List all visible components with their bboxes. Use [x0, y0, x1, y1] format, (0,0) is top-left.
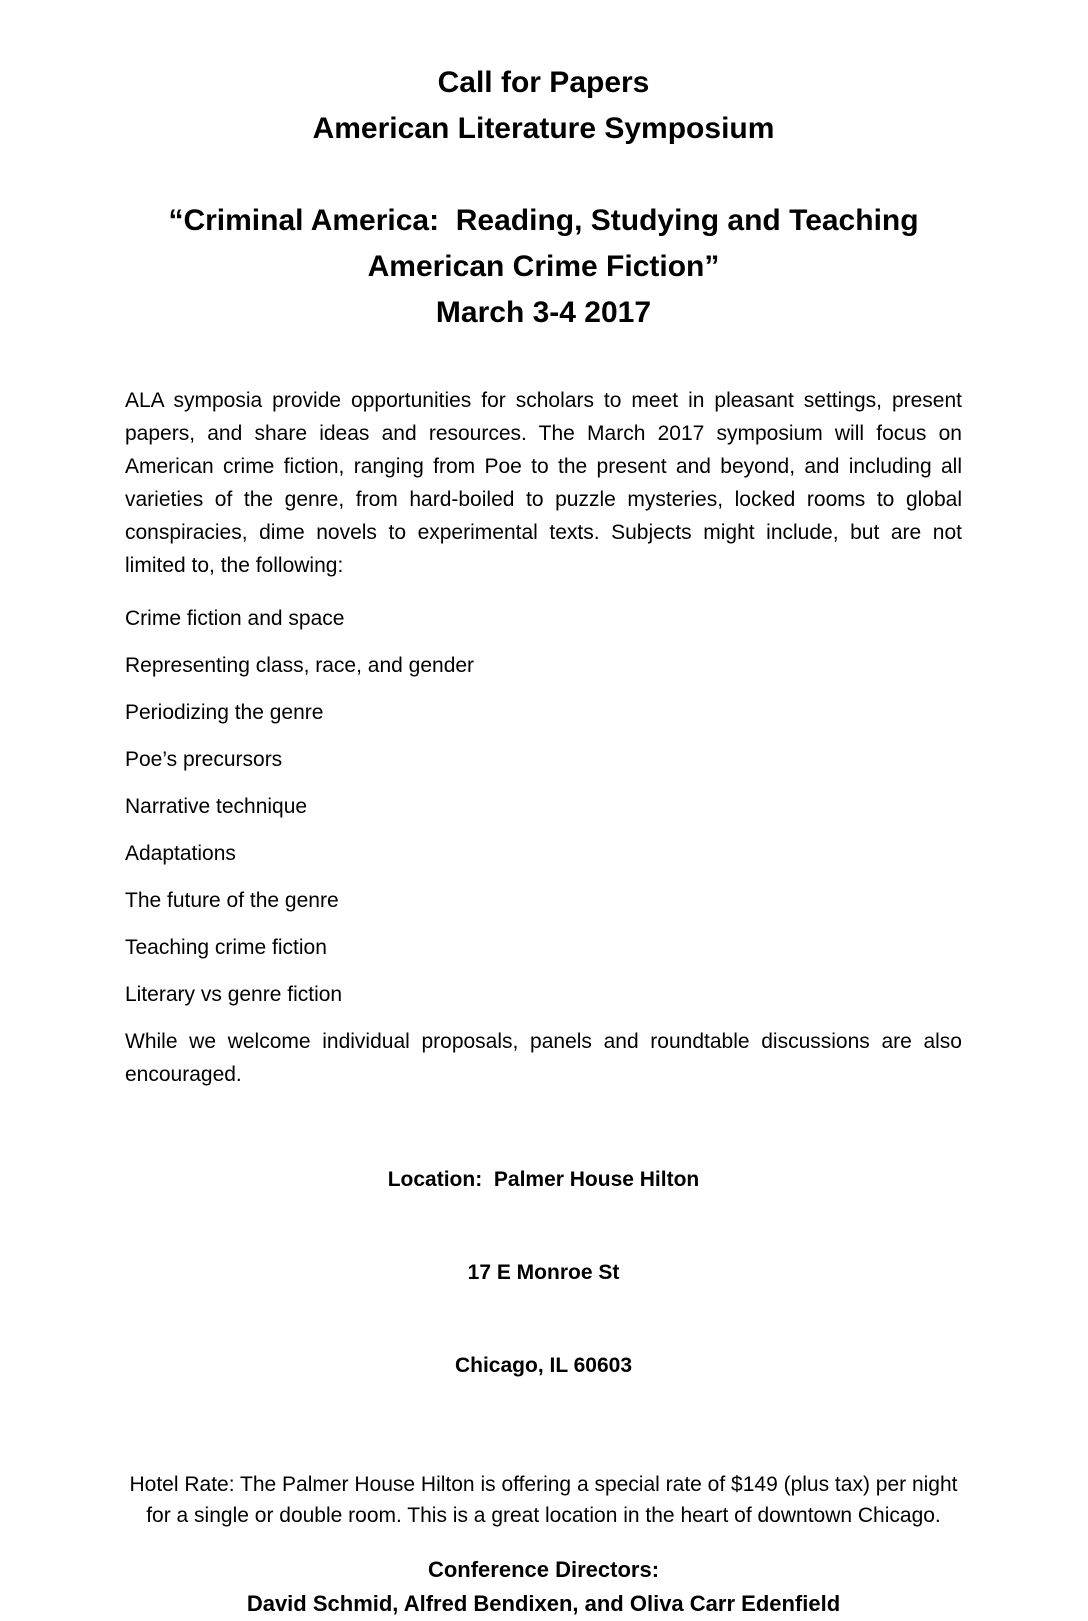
topic-item: Representing class, race, and gender: [125, 654, 475, 677]
title-block: [125, 60, 962, 152]
hotel-rate-paragraph: Hotel Rate: The Palmer House Hilton is offering a special rate of $149 (plus tax) per night for a single or double room. This is a great location in the heart of downtown Chicago.: [129, 1473, 958, 1527]
intro-paragraph: ALA symposia provide opportunities for scholars to meet in pleasant settings, present papers, and share ideas and resources. The March 2017 symposium will focus on American crime fiction, ranging from Poe to the present and beyond, and including all varieties of the genre, from hard-boiled to puzzle mysteries, locked rooms to global conspiracies, dime novels to experimental texts. Subjects might include, but are not limited to, the following:: [125, 389, 962, 577]
topics-list: [125, 602, 962, 1011]
symposium-theme-line1: “Criminal America: Reading, Studying and Teaching: [168, 204, 919, 237]
location-block: [125, 1102, 962, 1443]
topic-item: Narrative technique: [125, 795, 308, 818]
topic-item: The future of the genre: [125, 889, 339, 912]
symposium-theme-line2: American Crime Fiction”: [367, 250, 720, 283]
directors-heading: Conference Directors:: [427, 1557, 660, 1582]
topic-item: Literary vs genre fiction: [125, 983, 343, 1006]
topic-item: Periodizing the genre: [125, 701, 324, 724]
directors-block: [125, 1553, 962, 1621]
topic-item: Poe’s precursors: [125, 748, 283, 771]
location-street: 17 E Monroe St: [467, 1261, 620, 1284]
blank-line: [125, 152, 962, 198]
doc-title-line2: American Literature Symposium: [312, 112, 775, 145]
topic-item: Adaptations: [125, 842, 236, 865]
closing-paragraph: While we welcome individual proposals, panels and roundtable discussions are also encouraged.: [125, 1030, 962, 1086]
topic-item: Crime fiction and space: [125, 607, 345, 630]
doc-title-line1: Call for Papers: [437, 66, 650, 99]
symposium-date: March 3-4 2017: [435, 296, 652, 329]
subtitle-block: [125, 198, 962, 336]
directors-names: David Schmid, Alfred Bendixen, and Oliva Carr Edenfield: [246, 1591, 841, 1616]
location-venue: Location: Palmer House Hilton: [387, 1168, 700, 1191]
location-city: Chicago, IL 60603: [454, 1354, 633, 1377]
topic-item: Teaching crime fiction: [125, 936, 327, 959]
